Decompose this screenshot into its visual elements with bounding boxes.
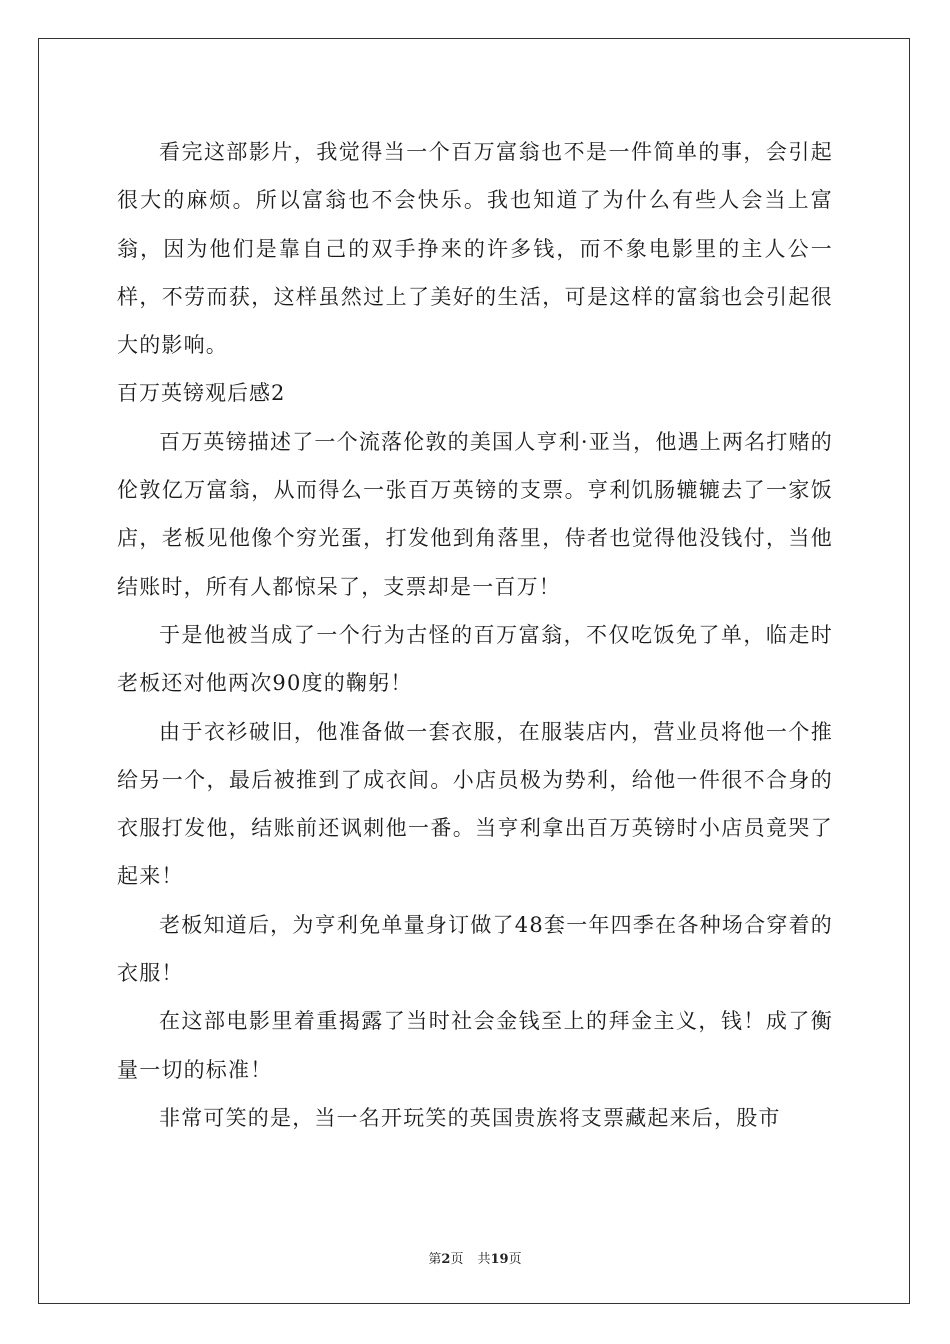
total-pages: 19 <box>490 1252 509 1267</box>
page-number: 2 <box>441 1252 451 1267</box>
section-heading: 百万英镑观后感2 <box>117 381 286 406</box>
paragraph-money-worship: 在这部电影里着重揭露了当时社会金钱至上的拜金主义，钱！成了衡量一切的标准！ <box>117 1009 833 1082</box>
paragraph-clothing-store: 由于衣衫破旧，他准备做一套衣服，在服装店内，营业员将他一个推给另一个，最后被推到了成衣间。小店员极为势利，给他一件很不合身的衣服打发他，结账前还讽刺他一番。当亨利拿出百万英镑时小店员竟哭了起来！ <box>117 719 833 889</box>
total-suffix: 页 <box>508 1252 522 1267</box>
paragraph-plot-summary: 百万英镑描述了一个流落伦敦的美国人亨利·亚当，他遇上两名打赌的伦敦亿万富翁，从而得么一张百万英镑的支票。亨利饥肠辘辘去了一家饭店，老板见他像个穷光蛋，打发他到角落里，侍者也觉得他没钱付，当他结账时，所有人都惊呆了，支票却是一百万！ <box>117 429 833 599</box>
page-footer <box>0 1248 950 1267</box>
paragraph-restaurant: 于是他被当成了一个行为古怪的百万富翁，不仅吃饭免了单，临走时老板还对他两次90度的鞠躬！ <box>117 622 833 696</box>
page-prefix: 第 <box>428 1252 442 1267</box>
paragraph-stock-market: 非常可笑的是，当一名开玩笑的英国贵族将支票藏起来后，股市 <box>159 1105 781 1130</box>
paragraph-intro-conclusion: 看完这部影片，我觉得当一个百万富翁也不是一件简单的事，会引起很大的麻烦。所以富翁也不会快乐。我也知道了为什么有些人会当上富翁，因为他们是靠自己的双手挣来的许多钱，而不象电影里的主人公一样，不劳而获，这样虽然过上了美好的生活，可是这样的富翁也会引起很大的影响。 <box>117 140 833 358</box>
document-body <box>117 128 833 1142</box>
total-prefix: 共 <box>477 1252 491 1267</box>
paragraph-tailored-suits: 老板知道后，为亨利免单量身订做了48套一年四季在各种场合穿着的衣服！ <box>117 912 833 986</box>
page-suffix: 页 <box>450 1252 464 1267</box>
